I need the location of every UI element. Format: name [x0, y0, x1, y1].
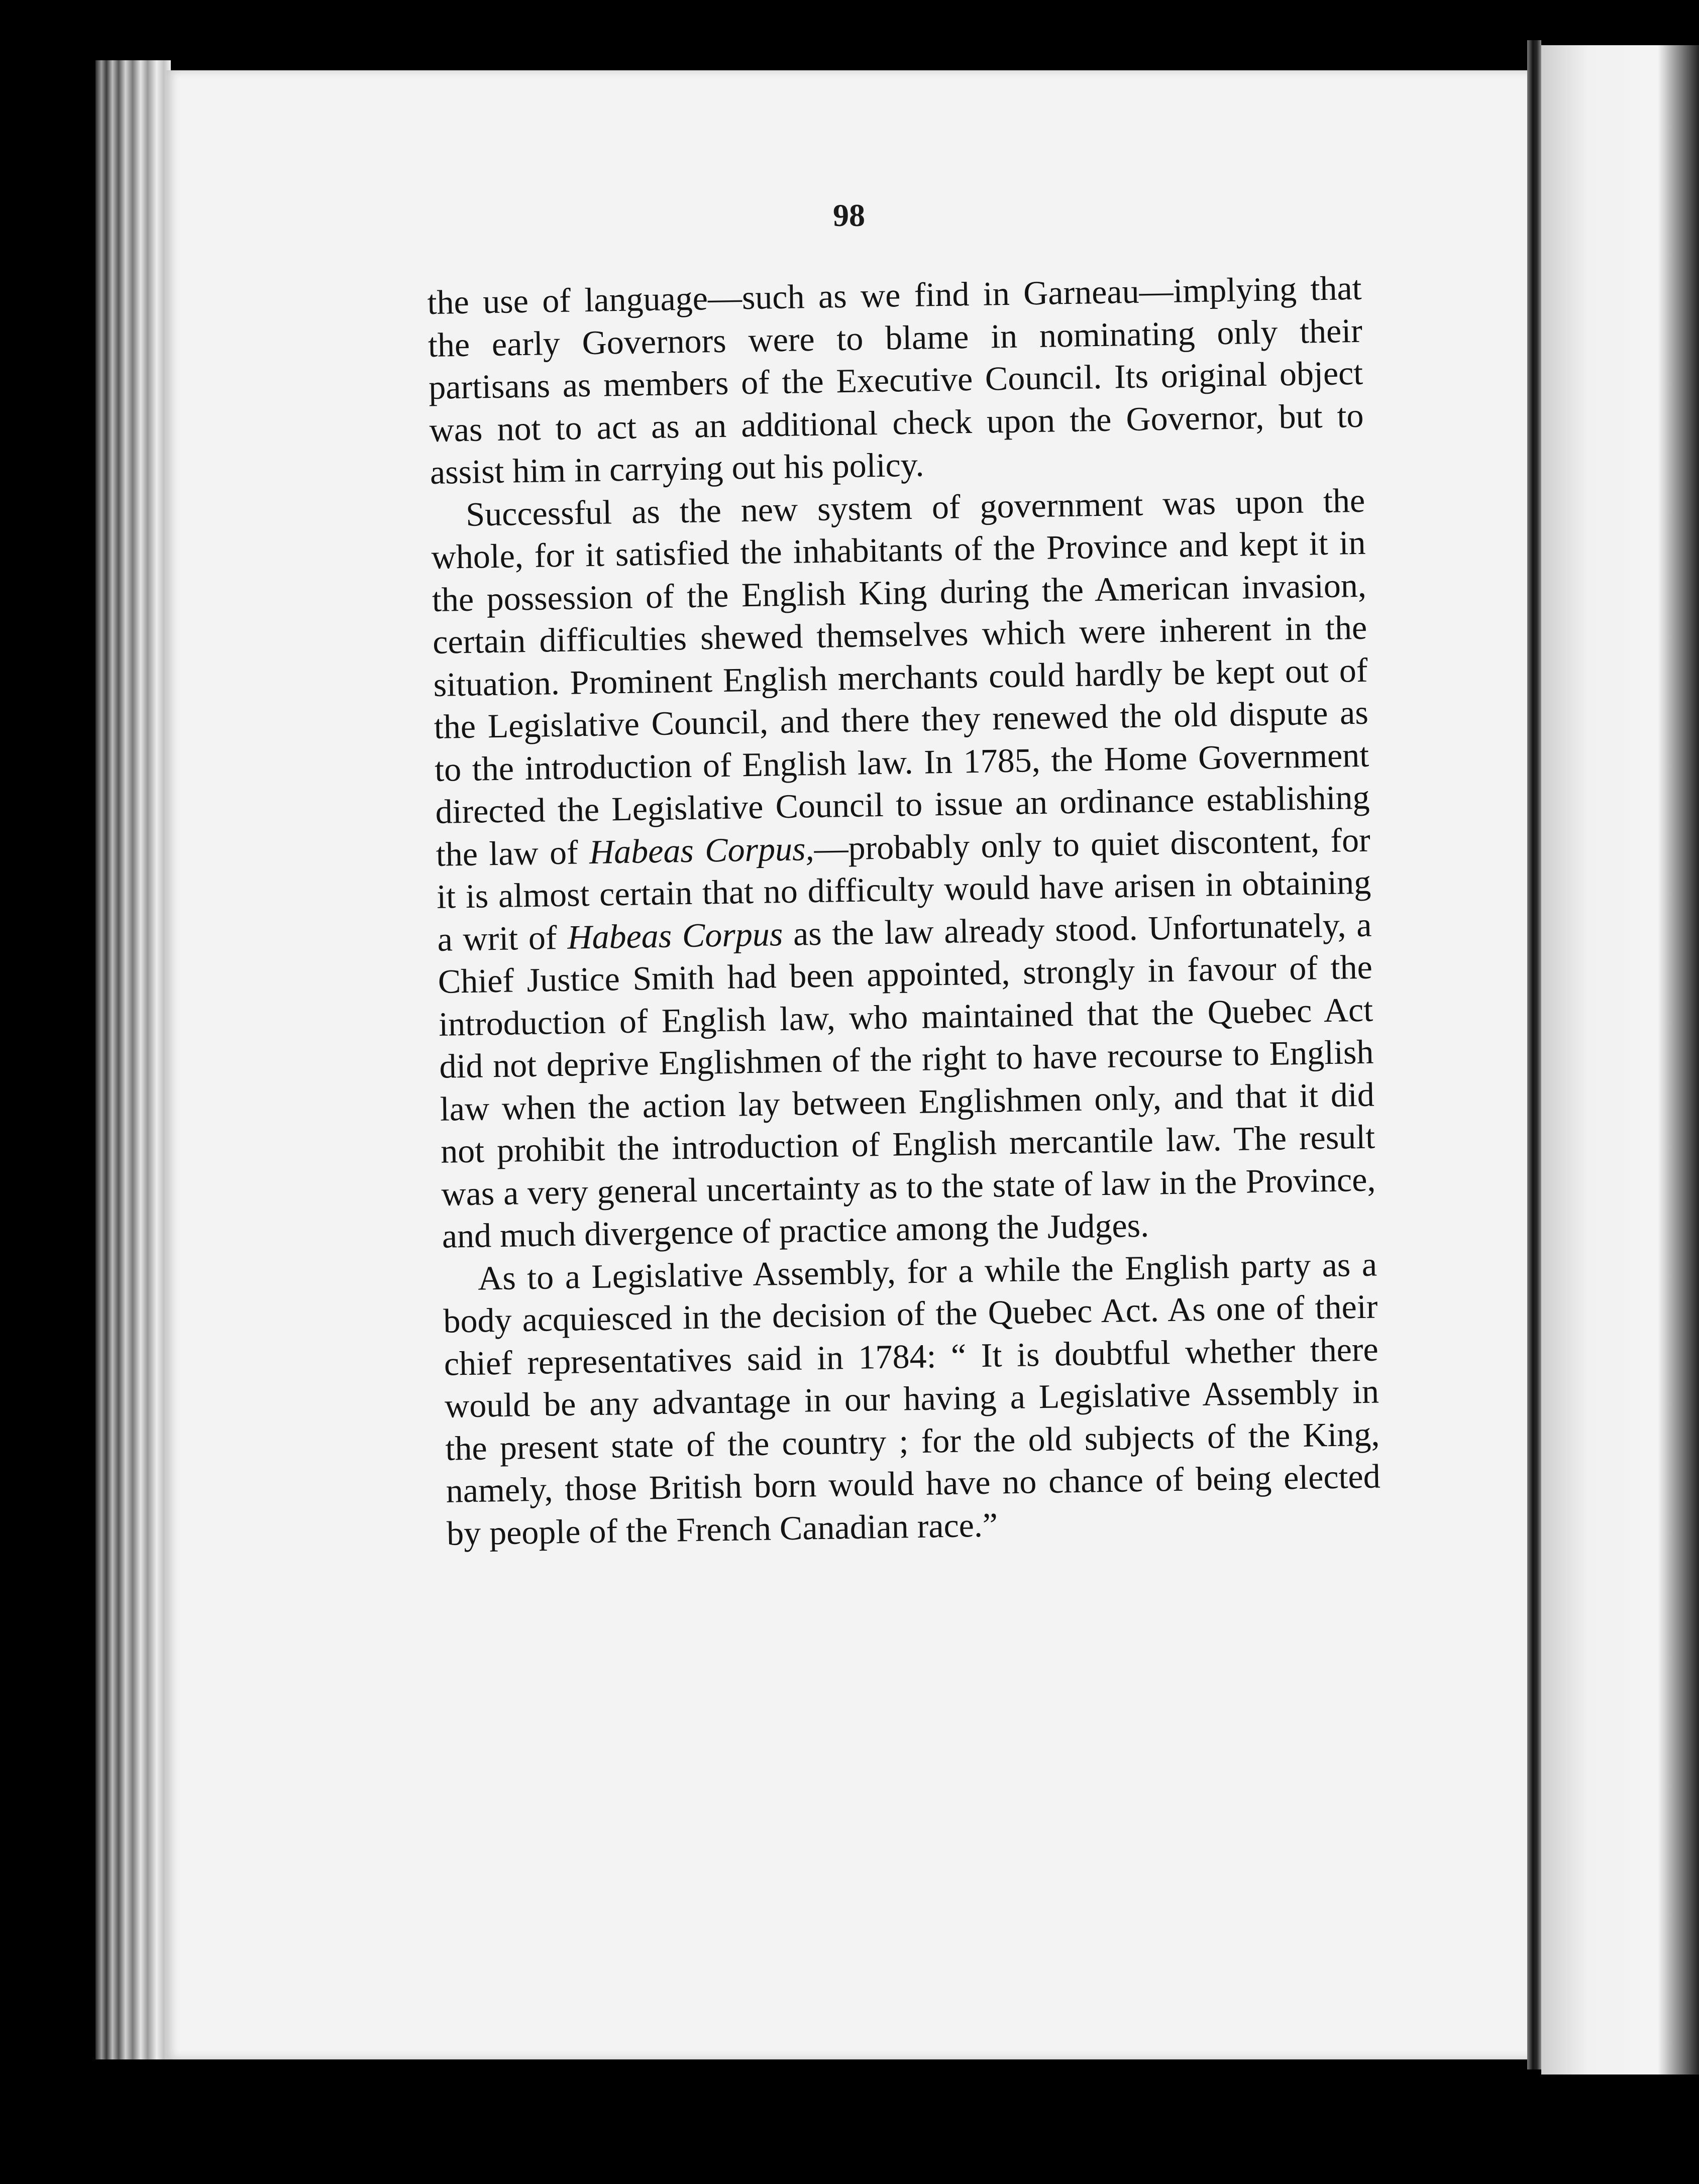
italic-text: Habeas Corpus,	[589, 829, 815, 871]
page-edge-stack	[95, 60, 171, 2059]
text-run: the use of language—such as we find in Garneau—implying that the early Governors were to blame in nominating only their partisans as members of the Executive Council. Its original object was not to act as an additional check upon the Governor, but to assist him in carrying out his policy.	[427, 268, 1364, 491]
paragraph	[431, 479, 1377, 1257]
facing-page-shadow	[1658, 45, 1699, 2074]
book-page	[166, 70, 1532, 2059]
body-text	[427, 267, 1382, 1555]
paragraph	[427, 267, 1364, 494]
page-number: 98	[833, 197, 865, 233]
paragraph	[443, 1243, 1382, 1555]
text-run: as the law already stood. Unfortunately, a Chief Justice Smith had been appointed, strongly in favour of the introduction of English law, who maintained that the Quebec Act did not deprive Englishmen of the right to have recourse to English law when the action lay between Englishmen only, and that it did not prohibit the introduction of English mercantile law. The result was a very general uncertainty as to the state of law in the Province, and much divergence of practice among the Judges.	[438, 905, 1376, 1255]
text-run: Successful as the new system of government was upon the whole, for it satisfied the inhabitants of the Province and kept it in the possession of the English King during the American invasion, certain difficulties shewed themselves which were inherent in the situation. Prominent English merchants could hardly be kept out of the Legislative Council, and there they renewed the old dispute as to the introduction of English law. In 1785, the Home Government directed the Legislative Council to issue an ordinance establishing the law of	[431, 481, 1370, 873]
binding-gutter	[1527, 40, 1541, 2069]
italic-text: Habeas Corpus	[567, 914, 783, 956]
text-run: —probably only to quiet discontent, for it is almost certain that no difficulty would have arisen in obtaining a writ of	[436, 820, 1371, 958]
text-run: As to a Legislative Assembly, for a while the English party as a body acquiesced in the decision of the Quebec Act. As one of their chief representatives said in 1784: “ It is doubtful whether there would be any advantage in our having a Legislative Assembly in the present state of the country ; for the old subjects of the King, namely, those British born would have no chance of being elected by people of the French Canadian race.”	[443, 1245, 1381, 1553]
